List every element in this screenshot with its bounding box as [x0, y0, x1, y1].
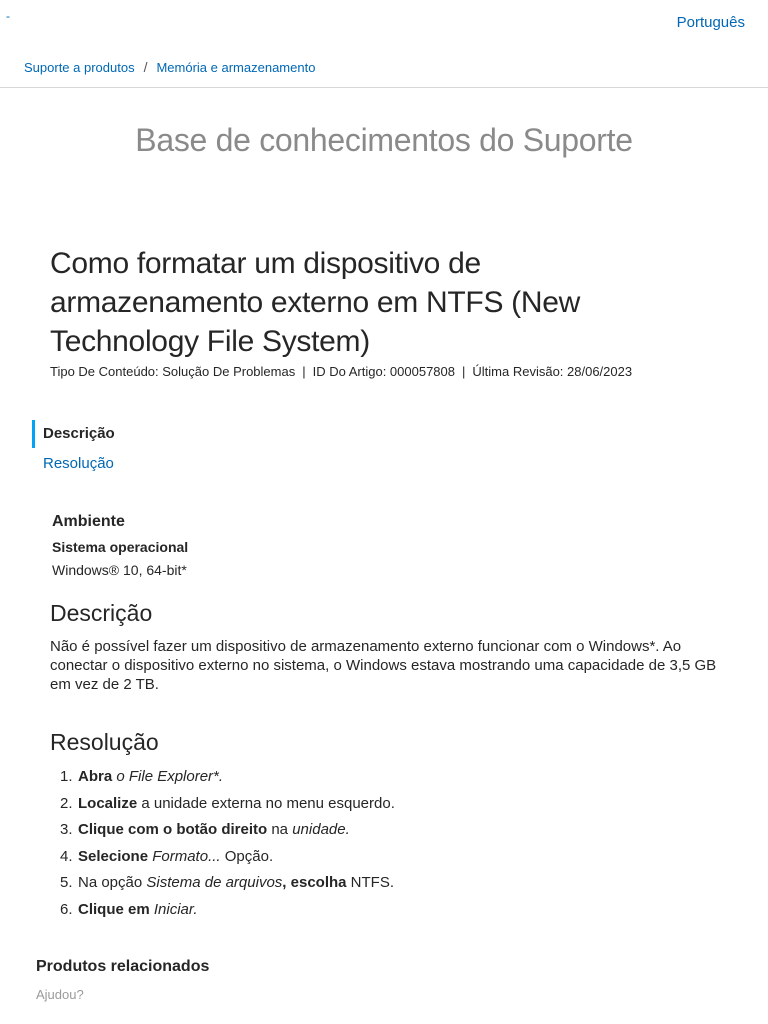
description-heading: Descrição	[50, 600, 153, 626]
resolution-step: 2. Localize a unidade externa no menu esquerdo.	[60, 794, 395, 812]
toc-item-resolution[interactable]: Resolução	[43, 455, 114, 472]
breadcrumb	[24, 59, 315, 75]
header-divider	[0, 87, 768, 88]
breadcrumb-item-memory-storage[interactable]: Memória e armazenamento	[156, 59, 316, 75]
resolution-heading: Resolução	[50, 729, 159, 755]
os-value: Windows® 10, 64-bit*	[52, 562, 187, 578]
resolution-steps	[60, 766, 740, 925]
meta-article-id: ID Do Artigo: 000057808	[312, 364, 455, 379]
top-dash: -	[6, 9, 10, 23]
resolution-step: 6. Clique em Iniciar.	[60, 900, 198, 918]
toc-item-description[interactable]: Descrição	[32, 420, 115, 448]
breadcrumb-item-product-support[interactable]: Suporte a produtos	[24, 59, 135, 75]
article-title: Como formatar um dispositivo de armazenamento externo em NTFS (New Technology File System)	[50, 247, 580, 358]
meta-separator: |	[302, 364, 306, 379]
related-products-heading: Produtos relacionados	[36, 958, 210, 975]
breadcrumb-separator: /	[143, 59, 148, 75]
resolution-step: 5. Na opção Sistema de arquivos, escolha NTFS.	[60, 874, 394, 891]
table-of-contents	[32, 420, 115, 478]
meta-content-type: Tipo De Conteúdo: Solução De Problemas	[50, 364, 296, 379]
article-meta	[50, 364, 632, 379]
language-selector[interactable]: Português	[676, 14, 745, 31]
kb-title: Base de conhecimentos do Suporte	[135, 122, 633, 158]
description-text: Não é possível fazer um dispositivo de armazenamento externo funcionar com o Windows*. Ao conectar o dispositivo externo no sistema, o Windows estava mostrando uma capacidade de 3,5 GB em vez de 2 TB.	[50, 638, 717, 693]
os-label: Sistema operacional	[52, 539, 189, 555]
resolution-step: 4. Selecione Formato... Opção.	[60, 847, 274, 865]
top-bar	[0, 0, 768, 46]
resolution-step: 1. Abra o File Explorer*.	[60, 768, 224, 785]
meta-last-revision: Última Revisão: 28/06/2023	[472, 364, 633, 379]
environment-section	[52, 513, 188, 578]
environment-heading: Ambiente	[52, 513, 125, 530]
feedback-prompt[interactable]: Ajudou?	[36, 987, 84, 1002]
resolution-step: 3. Clique com o botão direito na unidade.	[60, 821, 350, 838]
meta-separator: |	[462, 364, 466, 379]
